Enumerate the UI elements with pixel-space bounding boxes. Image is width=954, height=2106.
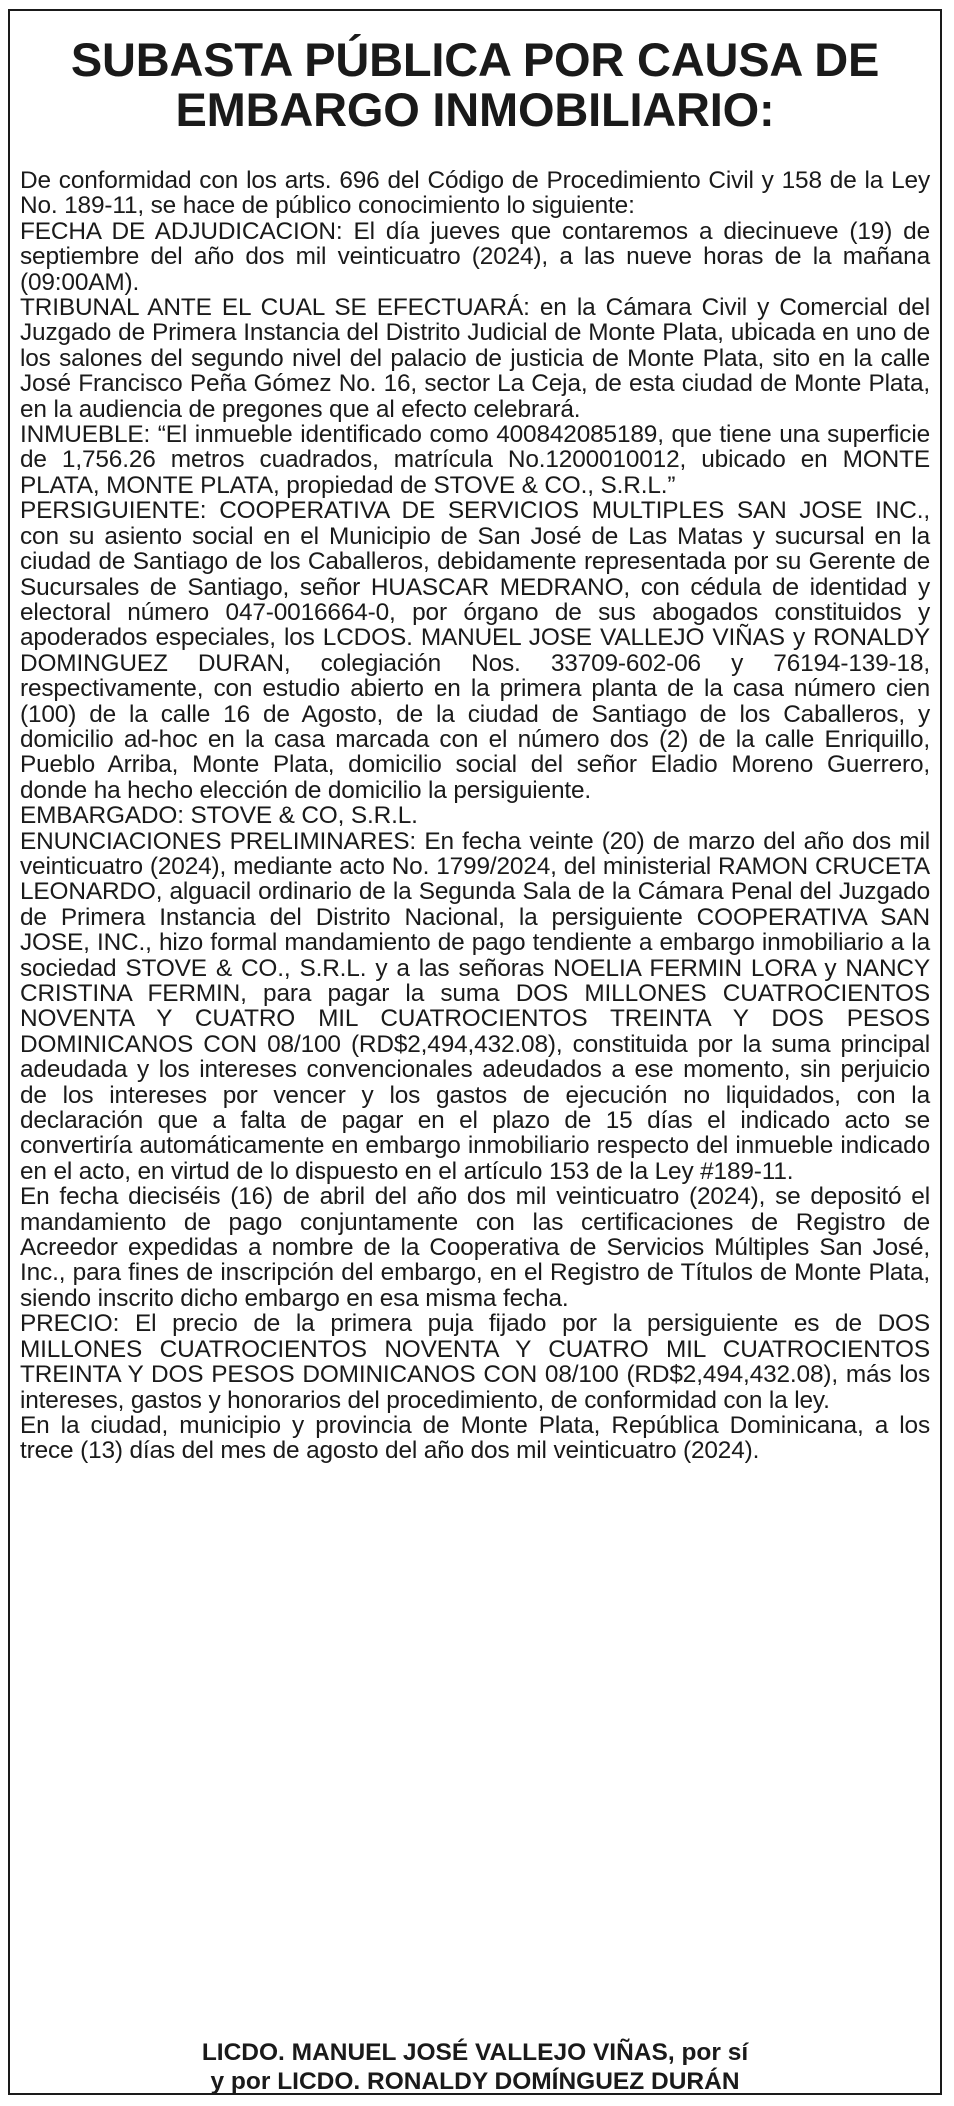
signature-line-1: LICDO. MANUEL JOSÉ VALLEJO VIÑAS, por sí bbox=[201, 2039, 749, 2066]
legal-notice-frame bbox=[8, 9, 942, 2095]
notice-title-line-1: SUBASTA PÚBLICA POR CAUSA DE bbox=[70, 33, 880, 86]
notice-title-line-2: EMBARGO INMOBILIARIO: bbox=[175, 83, 775, 136]
paragraph-tribunal: TRIBUNAL ANTE EL CUAL SE EFECTUARÁ: en la Cámara Civil y Comercial del Juzgado de Primera Instancia del Distrito Judicial de Monte Plata, ubicada en uno de los salones del segundo nivel del palacio de justicia de Monte Plata, sito en la calle José Francisco Peña Gómez No. 16, sector La Ceja, de esta ciudad de Monte Plata, en la audiencia de pregones que al efecto celebrará. bbox=[20, 294, 930, 423]
paragraph-deposito: En fecha dieciséis (16) de abril del año dos mil veinticuatro (2024), se depositó el mandamiento de pago conjuntamente con las certificaciones de Registro de Acreedor expedidas a nombre de la Cooperativa de Servicios Múltiples San José, Inc., para fines de inscripción del embargo, en el Registro de Títulos de Monte Plata, siendo inscrito dicho embargo en esa misma fecha. bbox=[20, 1183, 930, 1312]
signature-line-2: y por LICDO. RONALDY DOMÍNGUEZ DURÁN bbox=[210, 2068, 740, 2095]
paragraph-fecha-firma: En la ciudad, municipio y provincia de Monte Plata, República Dominicana, a los trece (13) días del mes de agosto del año dos mil veinticuatro (2024). bbox=[20, 1411, 930, 1465]
paragraph-precio: PRECIO: El precio de la primera puja fijado por la persiguiente es de DOS MILLONES CUATROCIENTOS NOVENTA Y CUATRO MIL CUATROCIENTOS TREINTA Y DOS PESOS DOMINICANOS CON 08/100 (RD$2,494,432.08), más los intereses, gastos y honorarios del procedimiento, de conformidad con la ley. bbox=[20, 1310, 930, 1414]
paragraph-persiguiente: PERSIGUIENTE: COOPERATIVA DE SERVICIOS MULTIPLES SAN JOSE INC., con su asiento social en el Municipio de San José de Las Matas y sucursal en la ciudad de Santiago de los Caballeros, debidamente representada por su Gerente de Sucursales de Santiago, señor HUASCAR MEDRANO, con cédula de identidad y electoral número 047-0016664-0, por órgano de sus abogados constituidos y apoderados especiales, los LCDOS. MANUEL JOSE VALLEJO VIÑAS y RONALDY DOMINGUEZ DURAN, colegiación Nos. 33709-602-06 y 76194-139-18, respectivamente, con estudio abierto en la primera planta de la casa número cien (100) de la calle 16 de Agosto, de la ciudad de Santiago de los Caballeros, y domicilio ad-hoc en la casa marcada con el número dos (2) de la calle Enriquillo, Pueblo Arriba, Monte Plata, domicilio social del señor Eladio Moreno Guerrero, donde ha hecho elección de domicilio la persiguiente. bbox=[20, 497, 930, 804]
paragraph-fecha-adjudicacion: FECHA DE ADJUDICACION: El día jueves que contaremos a diecinueve (19) de septiembre del año dos mil veinticuatro (2024), a las nueve horas de la mañana (09:00AM). bbox=[20, 217, 930, 296]
paragraph-inmueble: INMUEBLE: “El inmueble identificado como 400842085189, que tiene una superficie de 1,756.26 metros cuadrados, matrícula No.1200010012, ubicado en MONTE PLATA, MONTE PLATA, propiedad de STOVE & CO., S.R.L.” bbox=[20, 421, 930, 499]
notice-body bbox=[10, 168, 940, 1464]
paragraph-intro: De conformidad con los arts. 696 del Código de Procedimiento Civil y 158 de la Ley No. 189-11, se hace de público conocimiento lo siguiente: bbox=[20, 167, 930, 220]
signature-block bbox=[10, 2038, 940, 2096]
notice-title bbox=[10, 35, 940, 135]
paragraph-embargado: EMBARGADO: STOVE & CO, S.R.L. bbox=[20, 802, 418, 830]
paragraph-enunciaciones: ENUNCIACIONES PRELIMINARES: En fecha veinte (20) de marzo del año dos mil veinticuatro (2024), mediante acto No. 1799/2024, del ministerial RAMON CRUCETA LEONARDO, alguacil ordinario de la Segunda Sala de la Cámara Penal del Juzgado de Primera Instancia del Distrito Nacional, la persiguiente COOPERATIVA SAN JOSE, INC., hizo formal mandamiento de pago tendiente a embargo inmobiliario a la sociedad STOVE & CO., S.R.L. y a las señoras NOELIA FERMIN LORA y NANCY CRISTINA FERMIN, para pagar la suma DOS MILLONES CUATROCIENTOS NOVENTA Y CUATRO MIL CUATROCIENTOS TREINTA Y DOS PESOS DOMINICANOS CON 08/100 (RD$2,494,432.08), constituida por la suma principal adeudada y los intereses convencionales adeudados a ese momento, sin perjuicio de los intereses por vencer y los gastos de ejecución no liquidados, con la declaración que a falta de pagar en el plazo de 15 días el indicado acto se convertiría automáticamente en embargo inmobiliario respecto del inmueble indicado en el acto, en virtud de lo dispuesto en el artículo 153 de la Ley #189-11. bbox=[20, 827, 930, 1185]
